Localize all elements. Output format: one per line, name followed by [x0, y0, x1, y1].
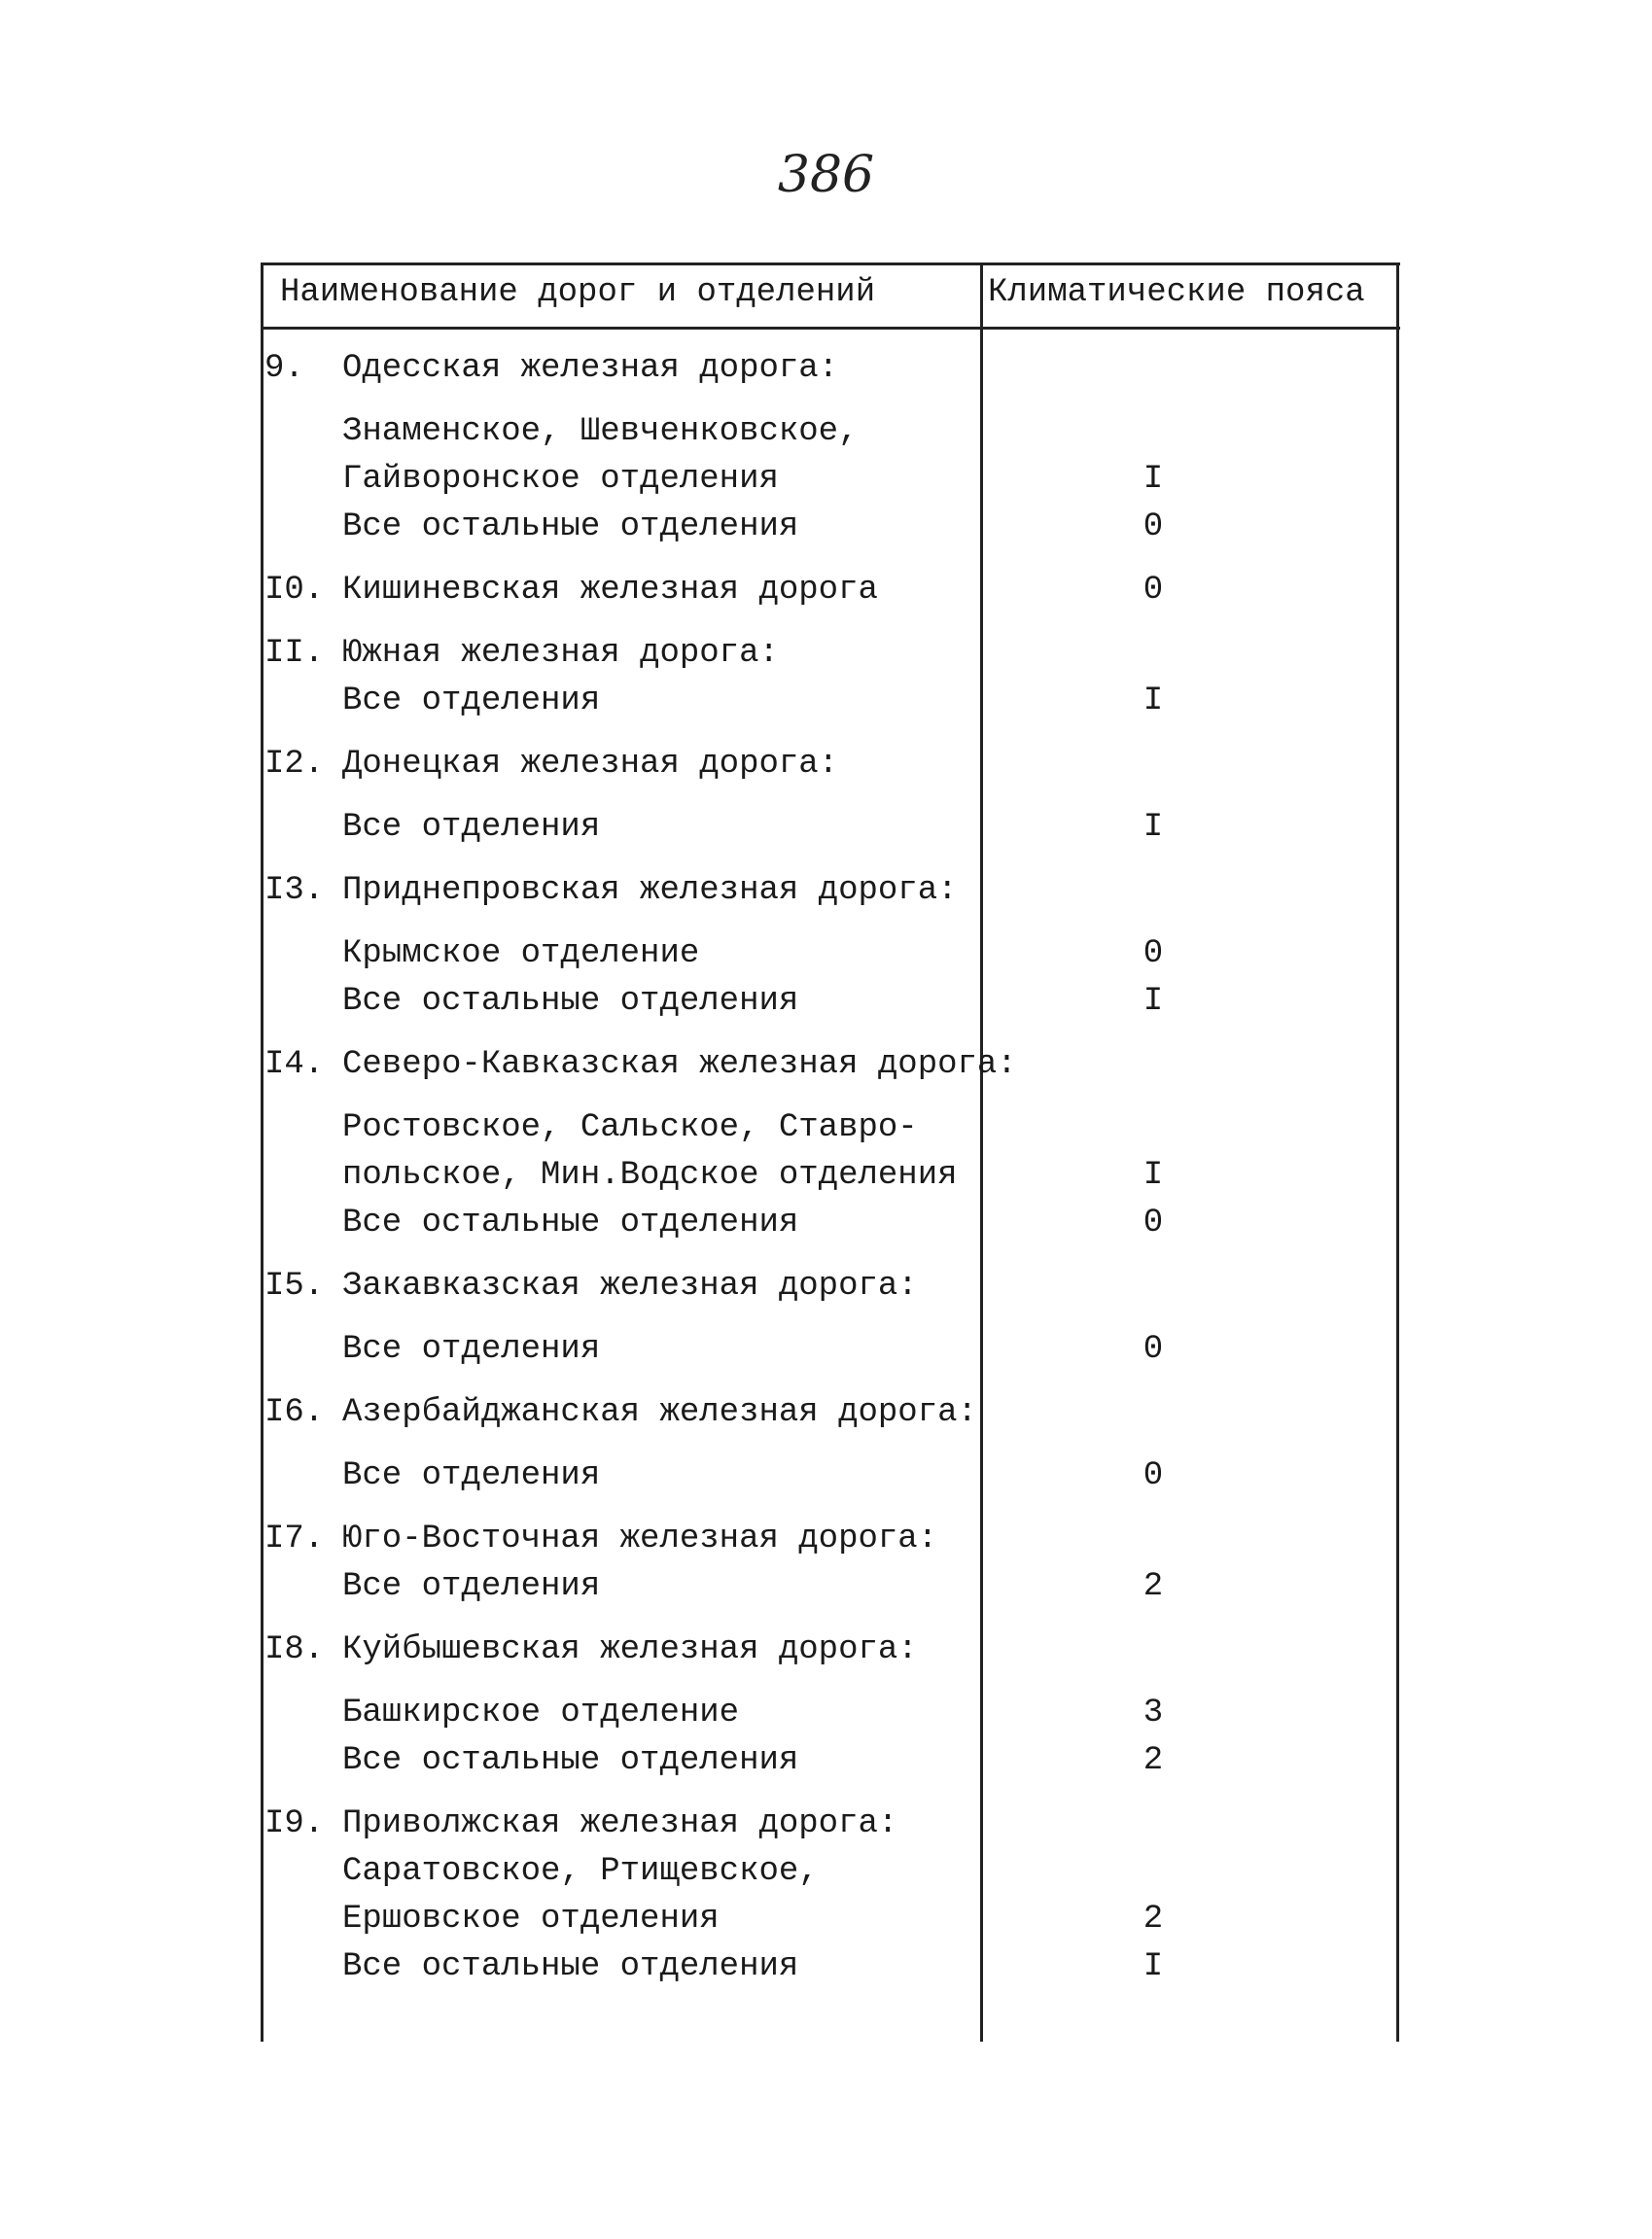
road-name: Южная железная дорога:	[342, 635, 779, 672]
row-spacer	[261, 1315, 1400, 1331]
row-spacer	[261, 730, 1400, 746]
climate-zone: I	[1142, 1157, 1164, 1194]
climate-zone: 0	[1142, 508, 1164, 545]
header-climate-zone: Климатические пояса	[988, 274, 1365, 311]
row-spacer	[261, 1094, 1400, 1109]
row-spacer	[261, 920, 1400, 935]
road-name: Все остальные отделения	[342, 983, 799, 1020]
table-row	[261, 508, 1400, 556]
table-row	[261, 1695, 1400, 1742]
row-spacer	[261, 857, 1400, 872]
road-number: I3.	[264, 872, 325, 909]
table-row	[261, 413, 1400, 461]
table-row	[261, 1521, 1400, 1568]
climate-zone: 2	[1142, 1568, 1164, 1605]
table-row	[261, 635, 1400, 682]
table-row	[261, 1901, 1400, 1948]
table-row	[261, 461, 1400, 508]
table-row	[261, 1046, 1400, 1094]
climate-zone: I	[1142, 983, 1164, 1020]
table-row	[261, 1631, 1400, 1679]
road-name: Все остальные отделения	[342, 1205, 799, 1242]
table-row	[261, 1331, 1400, 1379]
row-spacer	[261, 1505, 1400, 1521]
row-spacer	[261, 1031, 1400, 1046]
road-number: I6.	[264, 1394, 325, 1431]
road-name: польское, Мин.Водское отделения	[342, 1157, 958, 1194]
road-name: Кишиневская железная дорога	[342, 572, 878, 609]
road-number: I8.	[264, 1631, 325, 1668]
road-name: Приволжская железная дорога:	[342, 1805, 898, 1842]
road-name: Азербайджанская железная дорога:	[342, 1394, 977, 1431]
road-number: I4.	[264, 1046, 325, 1083]
climate-zone: 0	[1142, 1205, 1164, 1242]
table-row	[261, 1853, 1400, 1901]
road-name: Крымское отделение	[342, 935, 700, 972]
table-row	[261, 935, 1400, 983]
road-name: Все остальные отделения	[342, 508, 799, 545]
row-spacer	[261, 398, 1400, 413]
road-name: Донецкая железная дорога:	[342, 746, 839, 783]
row-spacer	[261, 1790, 1400, 1805]
climate-zone: 2	[1142, 1742, 1164, 1779]
road-number: I0.	[264, 572, 325, 609]
climate-zone: 0	[1142, 935, 1164, 972]
row-spacer	[261, 1252, 1400, 1268]
climate-zones-table	[261, 262, 1400, 2042]
row-spacer	[261, 1379, 1400, 1394]
road-name: Все отделения	[342, 1568, 601, 1605]
road-number: 9.	[264, 350, 304, 387]
table-row	[261, 1394, 1400, 1442]
road-name: Все остальные отделения	[342, 1742, 799, 1779]
table-row	[261, 983, 1400, 1031]
row-spacer	[261, 1442, 1400, 1457]
climate-zone: 0	[1142, 1331, 1164, 1368]
table-row	[261, 1805, 1400, 1853]
climate-zone: I	[1142, 461, 1164, 498]
table-body	[261, 350, 1400, 1996]
table-row	[261, 1109, 1400, 1157]
table-row	[261, 809, 1400, 857]
climate-zone: I	[1142, 682, 1164, 719]
page-number: 386	[777, 146, 875, 204]
table-row	[261, 1742, 1400, 1790]
header-bottom-border	[261, 327, 1400, 330]
road-name: Гайворонское отделения	[342, 461, 779, 498]
road-name: Знаменское, Шевченковское,	[342, 413, 859, 450]
row-spacer	[261, 1679, 1400, 1695]
table-row	[261, 1568, 1400, 1616]
climate-zone: 0	[1142, 1457, 1164, 1494]
road-number: I5.	[264, 1268, 325, 1305]
road-name: Все отделения	[342, 682, 601, 719]
road-name: Все отделения	[342, 1457, 601, 1494]
road-name: Все отделения	[342, 1331, 601, 1368]
row-spacer	[261, 556, 1400, 572]
table-row	[261, 872, 1400, 920]
table-row	[261, 1948, 1400, 1996]
climate-zone: 0	[1142, 572, 1164, 609]
road-name: Одесская железная дорога:	[342, 350, 839, 387]
table-row	[261, 746, 1400, 793]
road-name: Башкирское отделение	[342, 1695, 740, 1732]
road-number: I7.	[264, 1521, 325, 1557]
road-name: Закавказская железная дорога:	[342, 1268, 918, 1305]
road-name: Северо-Кавказская железная дорога:	[342, 1046, 1017, 1083]
road-number: I2.	[264, 746, 325, 783]
road-name: Ростовское, Сальское, Ставро-	[342, 1109, 918, 1146]
climate-zone: 3	[1142, 1695, 1164, 1732]
road-name: Все остальные отделения	[342, 1948, 799, 1985]
road-name: Все отделения	[342, 809, 601, 846]
table-row	[261, 1157, 1400, 1205]
road-name: Ершовское отделения	[342, 1901, 720, 1938]
road-number: II.	[264, 635, 325, 672]
road-name: Куйбышевская железная дорога:	[342, 1631, 918, 1668]
road-name: Саратовское, Ртищевское,	[342, 1853, 819, 1890]
road-name: Приднепровская железная дорога:	[342, 872, 958, 909]
table-row	[261, 682, 1400, 730]
table-row	[261, 1205, 1400, 1252]
table-row	[261, 350, 1400, 398]
road-name: Юго-Восточная железная дорога:	[342, 1521, 938, 1557]
header-road-name: Наименование дорог и отделений	[280, 274, 876, 311]
road-number: I9.	[264, 1805, 325, 1842]
table-top-border	[261, 262, 1400, 265]
table-row	[261, 1268, 1400, 1315]
row-spacer	[261, 1616, 1400, 1631]
table-row	[261, 1457, 1400, 1505]
climate-zone: I	[1142, 809, 1164, 846]
table-row	[261, 572, 1400, 619]
row-spacer	[261, 619, 1400, 635]
row-spacer	[261, 793, 1400, 809]
climate-zone: 2	[1142, 1901, 1164, 1938]
climate-zone: I	[1142, 1948, 1164, 1985]
